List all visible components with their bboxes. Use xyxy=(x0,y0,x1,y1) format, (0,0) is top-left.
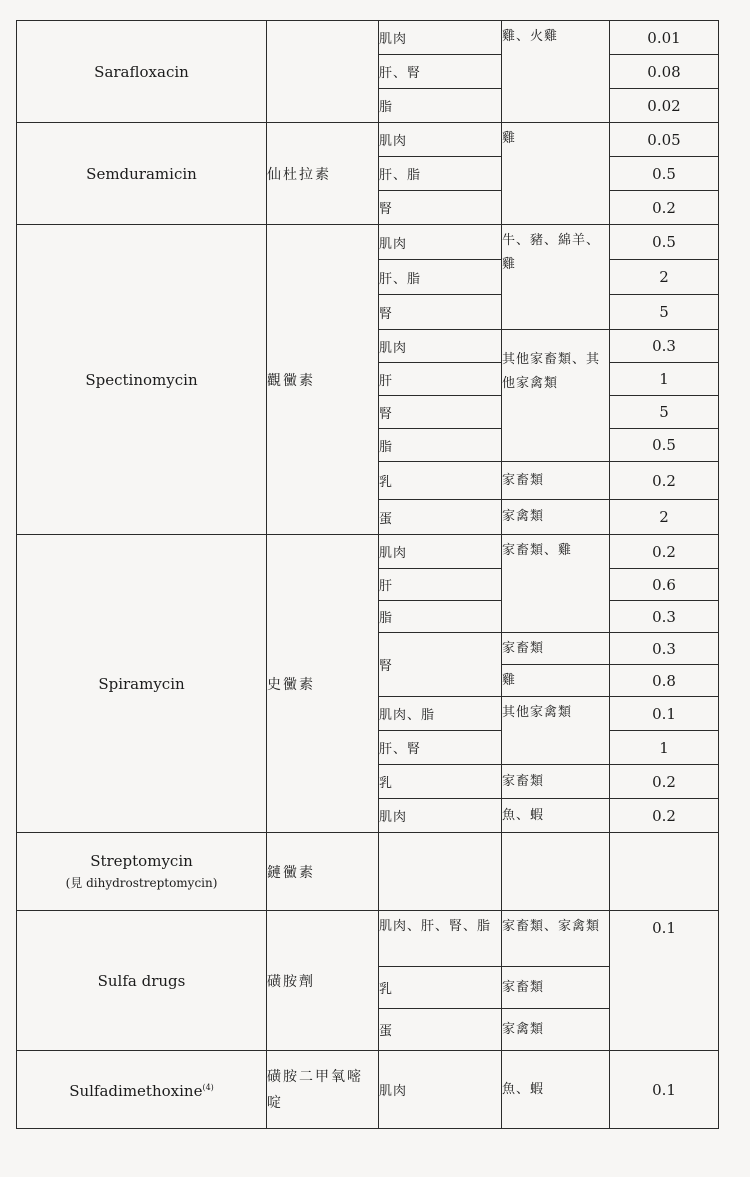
chinese-name: 仙杜拉素 xyxy=(267,123,379,225)
mrl-value: 0.02 xyxy=(610,89,719,123)
species xyxy=(502,833,610,911)
tissue xyxy=(379,833,502,911)
mrl-value: 0.2 xyxy=(610,462,719,500)
mrl-value: 1 xyxy=(610,731,719,765)
species: 家禽類 xyxy=(502,500,610,535)
mrl-value: 0.2 xyxy=(610,535,719,569)
species: 家畜類、家禽類 xyxy=(502,911,610,967)
mrl-value: 0.6 xyxy=(610,569,719,601)
table-row xyxy=(17,123,719,157)
tissue: 脂 xyxy=(379,429,502,462)
tissue: 腎 xyxy=(379,396,502,429)
drug-name xyxy=(17,1051,267,1129)
species: 牛、豬、綿羊、雞 xyxy=(502,225,610,330)
table-row xyxy=(17,1051,719,1129)
tissue: 肝、脂 xyxy=(379,260,502,295)
mrl-value: 0.2 xyxy=(610,799,719,833)
species: 家畜類 xyxy=(502,765,610,799)
species: 家禽類 xyxy=(502,1009,610,1051)
mrl-value: 0.1 xyxy=(610,697,719,731)
mrl-value: 0.1 xyxy=(610,1051,719,1129)
chinese-name xyxy=(267,21,379,123)
table-row xyxy=(17,833,719,911)
residue-limit-table xyxy=(16,20,719,1129)
mrl-value: 2 xyxy=(610,500,719,535)
drug-name-text: Streptomycin xyxy=(90,851,193,870)
tissue: 腎 xyxy=(379,633,502,697)
species: 雞、火雞 xyxy=(502,21,610,123)
tissue: 腎 xyxy=(379,191,502,225)
drug-name: Semduramicin xyxy=(17,123,267,225)
drug-name-text: Sulfadimethoxine xyxy=(69,1082,203,1100)
table-row xyxy=(17,225,719,260)
mrl-value: 0.08 xyxy=(610,55,719,89)
tissue: 乳 xyxy=(379,967,502,1009)
mrl-value: 2 xyxy=(610,260,719,295)
tissue: 肌肉 xyxy=(379,330,502,363)
table-row xyxy=(17,535,719,569)
mrl-value: 5 xyxy=(610,295,719,330)
tissue: 蛋 xyxy=(379,500,502,535)
species: 雞 xyxy=(502,123,610,225)
chinese-name: 磺胺二甲氧嘧啶 xyxy=(267,1051,379,1129)
species: 其他家畜類、其他家禽類 xyxy=(502,330,610,462)
tissue: 肌肉 xyxy=(379,21,502,55)
tissue: 蛋 xyxy=(379,1009,502,1051)
tissue: 肝 xyxy=(379,363,502,396)
tissue: 肌肉、肝、腎、脂 xyxy=(379,911,502,967)
mrl-value xyxy=(610,833,719,911)
species: 家畜類 xyxy=(502,967,610,1009)
drug-name xyxy=(17,833,267,911)
mrl-value: 0.3 xyxy=(610,330,719,363)
tissue: 肌肉 xyxy=(379,535,502,569)
tissue: 肝、腎 xyxy=(379,731,502,765)
species: 魚、蝦 xyxy=(502,1051,610,1129)
table-row xyxy=(17,21,719,55)
mrl-value: 0.2 xyxy=(610,191,719,225)
tissue: 肌肉 xyxy=(379,1051,502,1129)
mrl-value: 5 xyxy=(610,396,719,429)
tissue: 肝、腎 xyxy=(379,55,502,89)
tissue: 腎 xyxy=(379,295,502,330)
table-row xyxy=(17,911,719,967)
mrl-value: 0.8 xyxy=(610,665,719,697)
tissue: 乳 xyxy=(379,462,502,500)
chinese-name: 觀黴素 xyxy=(267,225,379,535)
mrl-value: 0.5 xyxy=(610,157,719,191)
drug-name: Spiramycin xyxy=(17,535,267,833)
tissue: 肝 xyxy=(379,569,502,601)
chinese-name: 史黴素 xyxy=(267,535,379,833)
mrl-value: 0.5 xyxy=(610,225,719,260)
tissue: 肌肉 xyxy=(379,225,502,260)
tissue: 肌肉 xyxy=(379,123,502,157)
mrl-value: 0.5 xyxy=(610,429,719,462)
tissue: 脂 xyxy=(379,601,502,633)
tissue: 脂 xyxy=(379,89,502,123)
drug-name: Sulfa drugs xyxy=(17,911,267,1051)
tissue: 肌肉 xyxy=(379,799,502,833)
mrl-value: 0.3 xyxy=(610,601,719,633)
footnote-marker: (4) xyxy=(202,1083,214,1092)
species: 家畜類 xyxy=(502,633,610,665)
tissue: 乳 xyxy=(379,765,502,799)
species: 雞 xyxy=(502,665,610,697)
drug-name: Sarafloxacin xyxy=(17,21,267,123)
drug-note: (見 dihydrostreptomycin) xyxy=(65,875,218,890)
mrl-value: 0.01 xyxy=(610,21,719,55)
chinese-name: 磺胺劑 xyxy=(267,911,379,1051)
tissue: 肝、脂 xyxy=(379,157,502,191)
drug-name: Spectinomycin xyxy=(17,225,267,535)
mrl-value: 0.2 xyxy=(610,765,719,799)
species: 家畜類、雞 xyxy=(502,535,610,633)
species: 其他家禽類 xyxy=(502,697,610,765)
species: 魚、蝦 xyxy=(502,799,610,833)
mrl-value: 0.1 xyxy=(610,911,719,1051)
tissue: 肌肉、脂 xyxy=(379,697,502,731)
mrl-value: 1 xyxy=(610,363,719,396)
mrl-value: 0.05 xyxy=(610,123,719,157)
species: 家畜類 xyxy=(502,462,610,500)
mrl-value: 0.3 xyxy=(610,633,719,665)
chinese-name: 鏈黴素 xyxy=(267,833,379,911)
